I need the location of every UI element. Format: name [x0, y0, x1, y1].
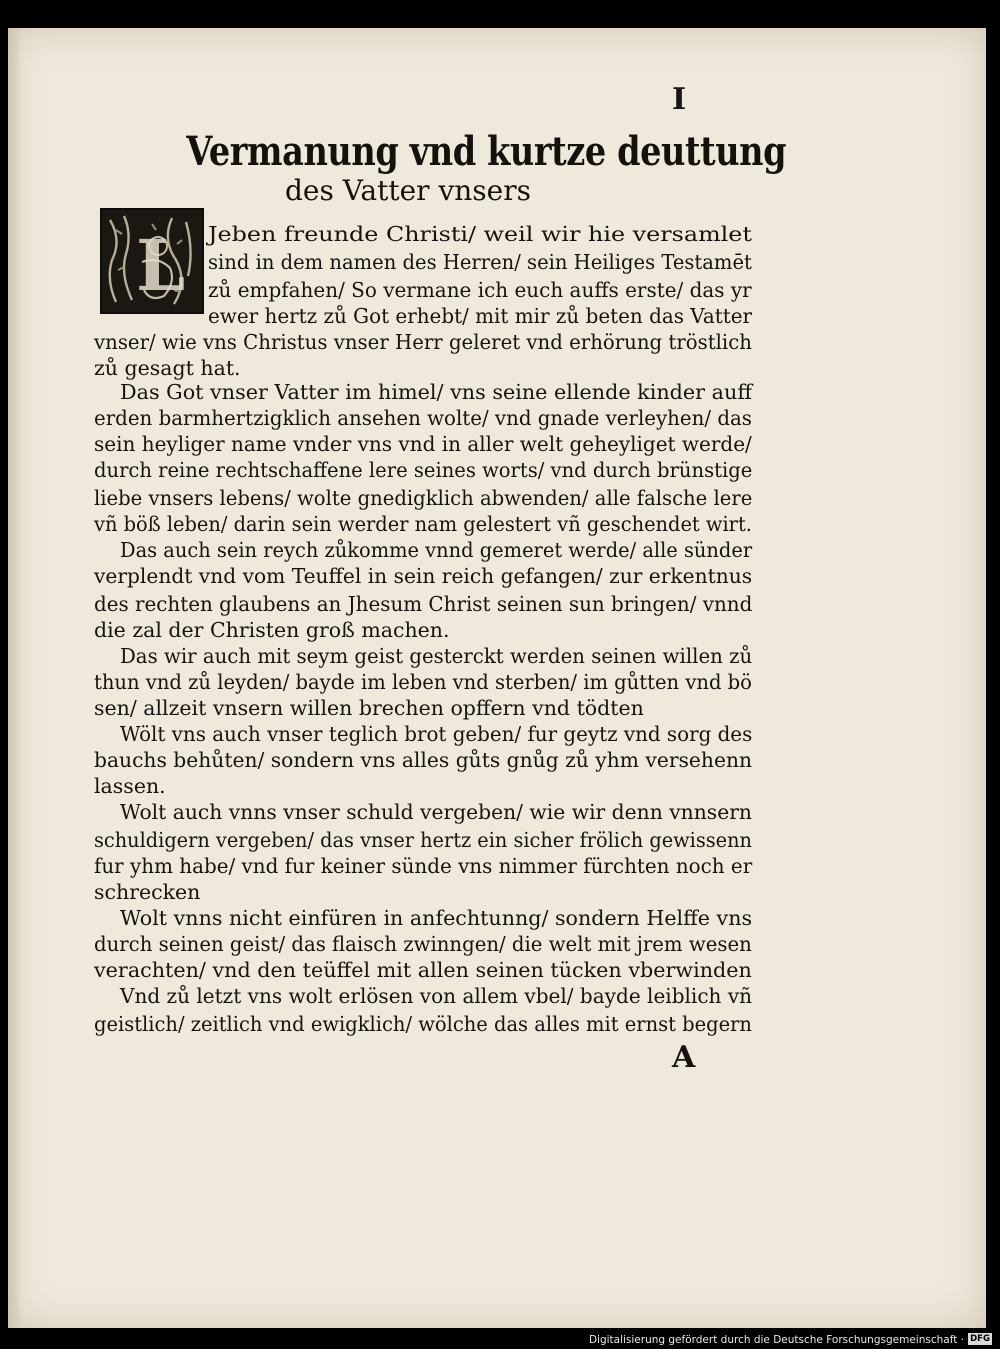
text-line: Jeben freunde Christi/ weil wir hie versamlet: [208, 222, 753, 246]
text-line: Das wir auch mit seym geist gesterckt werden seinen willen zů: [120, 644, 753, 668]
footer-credit: Digitalisierung gefördert durch die Deutsche Forschungsgemeinschaft ·: [588, 1334, 964, 1346]
text-line: sein heyliger name vnder vns vnd in aller welt geheyliget werde/: [94, 432, 752, 456]
decorated-initial-image: [100, 208, 204, 314]
text-line: zů empfahen/ So vermane ich euch auffs erste/ das yr: [208, 278, 752, 302]
text-line: sen/ allzeit vnsern willen brechen opffern vnd tödten: [94, 696, 644, 720]
folio-number: I: [672, 82, 687, 117]
text-line: Das auch sein reych zůkomme vnnd gemeret werde/ alle sünder: [120, 538, 753, 562]
text-line: ewer hertz zů Got erhebt/ mit mir zů beten das Vatter: [208, 304, 753, 328]
text-line: verachten/ vnd den teüffel mit allen seinen tücken vberwinden: [94, 958, 752, 982]
text-line: schrecken: [94, 880, 201, 904]
page-subtitle: des Vatter vnsers: [284, 174, 531, 207]
text-line: Wölt vns auch vnser teglich brot geben/ fur geytz vnd sorg des: [120, 722, 753, 746]
text-line: vñ böß leben/ darin sein werder nam gelestert vñ geschendet wirt.: [94, 512, 752, 536]
text-line: Vnd zů letzt vns wolt erlösen von allem vbel/ bayde leiblich vñ: [120, 984, 753, 1008]
text-line: des rechten glaubens an Jhesum Christ seinen sun bringen/ vnnd: [94, 592, 753, 616]
text-line: sind in dem namen des Herren/ sein Heiliges Testamēt: [208, 250, 752, 274]
text-line: liebe vnsers lebens/ wolte gnedigklich abwenden/ alle falsche lere: [94, 486, 753, 510]
text-line: Das Got vnser Vatter im himel/ vns seine ellende kinder auff: [120, 380, 753, 404]
dfg-logo: DFG: [968, 1333, 992, 1345]
page-title: Vermanung vnd kurtze deuttung: [186, 128, 787, 175]
text-line: lassen.: [94, 774, 166, 798]
text-line: Wolt vnns nicht einfüren in anfechtunng/ sondern Helffe vns: [120, 906, 753, 930]
initial-letter: L: [136, 224, 186, 307]
catchword: A: [672, 1040, 696, 1075]
text-line: vnser/ wie vns Christus vnser Herr geleret vnd erhörung tröstlich: [94, 330, 752, 354]
text-line: schuldigern vergeben/ das vnser hertz ein sicher frölich gewissenn: [94, 828, 752, 852]
page-gutter-shadow: [8, 28, 22, 1328]
woodcut-initial-icon: [102, 210, 202, 312]
text-line: fur yhm habe/ vnd fur keiner sünde vns nimmer fürchten noch er: [94, 854, 753, 878]
text-line: durch reine rechtschaffene lere seines worts/ vnd durch brünstige: [94, 458, 753, 482]
text-line: bauchs behůten/ sondern vns alles gůts gnůg zů yhm versehenn: [94, 748, 753, 772]
text-line: erden barmhertzigklich ansehen wolte/ vnd gnade verleyhen/ das: [94, 406, 752, 430]
text-line: die zal der Christen groß machen.: [94, 618, 450, 642]
text-line: Wolt auch vnns vnser schuld vergeben/ wie wir denn vnnsern: [120, 800, 752, 824]
text-line: zů gesagt hat.: [94, 356, 241, 380]
text-line: thun vnd zů leyden/ bayde im leben vnd sterben/ im gůtten vnd bö: [94, 670, 752, 694]
text-line: durch seinen geist/ das flaisch zwinngen/ die welt mit jrem wesen: [94, 932, 752, 956]
text-line: verplendt vnd vom Teuffel in sein reich gefangen/ zur erkentnus: [94, 564, 753, 588]
text-line: geistlich/ zeitlich vnd ewigklich/ wölche das alles mit ernst begern: [94, 1012, 752, 1036]
